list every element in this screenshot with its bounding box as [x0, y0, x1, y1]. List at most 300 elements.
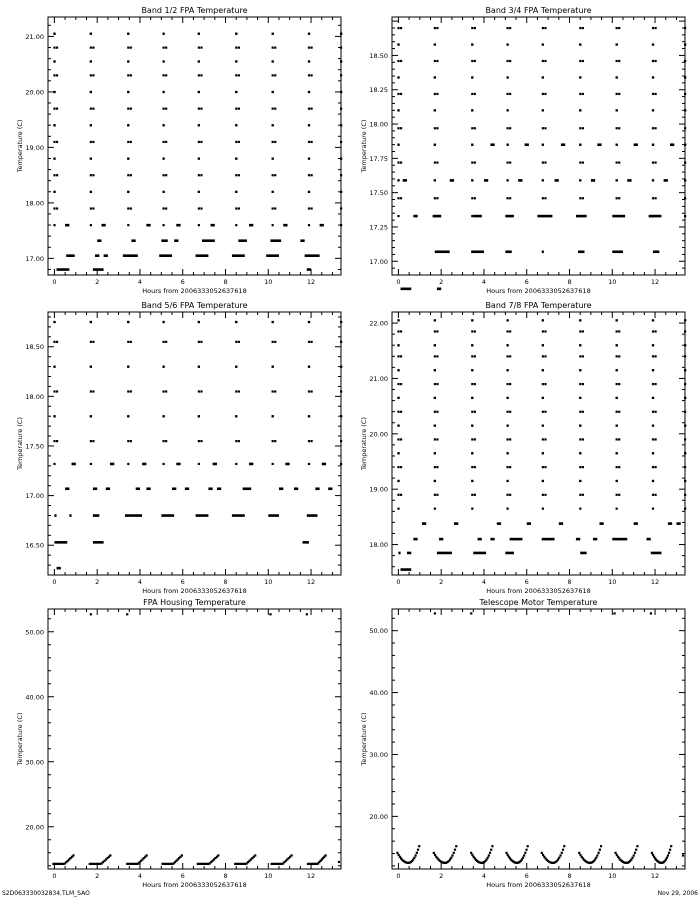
data-band [110, 463, 114, 466]
x-tick-label: 8 [567, 872, 572, 880]
x-tick-label: 12 [306, 872, 316, 880]
data-point [162, 366, 164, 368]
data-point [397, 179, 399, 181]
data-point [235, 390, 237, 392]
x-tick-label: 8 [223, 278, 228, 286]
data-point [506, 197, 508, 199]
data-point [471, 494, 473, 496]
data-point [340, 224, 342, 226]
data-point [324, 854, 326, 856]
data-point [235, 108, 237, 110]
data-point [272, 415, 274, 417]
data-point [506, 383, 508, 385]
data-point [308, 463, 310, 465]
data-point [582, 60, 584, 62]
data-point [308, 108, 310, 110]
data-point [310, 141, 312, 143]
y-axis-label: Temperature (C) [360, 712, 368, 766]
data-point [162, 415, 164, 417]
data-point [340, 174, 342, 176]
y-tick-label: 17.50 [369, 189, 388, 198]
y-tick-label: 20.00 [369, 430, 388, 439]
data-point [397, 438, 399, 440]
data-point [397, 369, 399, 371]
data-point [474, 197, 476, 199]
y-tick-label: 21.00 [369, 374, 388, 383]
data-point [92, 390, 94, 392]
data-point [238, 390, 240, 392]
data-point [471, 109, 473, 111]
data-point [306, 613, 308, 615]
data-point [235, 91, 237, 93]
data-point [682, 854, 684, 856]
y-tick-label: 50.00 [369, 627, 388, 636]
data-band [612, 215, 625, 218]
data-point [310, 174, 312, 176]
data-point [652, 383, 654, 385]
y-axis-label: Temperature (C) [16, 119, 24, 173]
x-axis-label: Hours from 2006333052637618 [142, 287, 247, 295]
data-point [684, 508, 686, 510]
data-band [249, 463, 253, 466]
data-point [235, 366, 237, 368]
data-band [196, 254, 209, 257]
data-band [413, 538, 417, 541]
data-point [436, 383, 438, 385]
data-band [527, 522, 531, 525]
data-point [272, 366, 274, 368]
data-band [249, 224, 253, 227]
data-point [92, 74, 94, 76]
data-point [238, 207, 240, 209]
data-point [56, 108, 58, 110]
data-point [616, 76, 618, 78]
data-point [652, 161, 654, 163]
data-point [310, 341, 312, 343]
data-point [616, 60, 618, 62]
x-tick-label: 4 [481, 578, 487, 586]
y-tick-label: 22.00 [369, 319, 388, 328]
data-band [497, 522, 501, 525]
data-point [162, 124, 164, 126]
data-band [172, 487, 176, 490]
data-point [471, 355, 473, 357]
data-point [506, 215, 508, 217]
data-band [159, 254, 172, 257]
data-point [434, 411, 436, 413]
y-axis-label: Temperature (C) [360, 417, 368, 470]
data-band [123, 254, 138, 257]
data-point [198, 224, 200, 226]
data-point [684, 179, 686, 181]
data-point [274, 390, 276, 392]
data-point [506, 319, 508, 321]
y-tick-label: 40.00 [369, 689, 388, 698]
data-point [90, 207, 92, 209]
data-point [272, 108, 274, 110]
data-point [90, 33, 92, 35]
data-point [415, 854, 417, 856]
x-tick-label: 0 [396, 278, 401, 286]
data-point [308, 440, 310, 442]
data-point [235, 341, 237, 343]
data-point [238, 174, 240, 176]
data-point [684, 369, 686, 371]
data-point [53, 47, 55, 49]
data-point [506, 179, 508, 181]
data-points [53, 321, 342, 570]
data-band [664, 179, 668, 182]
data-point [308, 157, 310, 159]
data-point [400, 27, 402, 29]
x-tick-label: 2 [95, 872, 100, 880]
y-tick-label: 16.50 [25, 541, 44, 550]
data-point [582, 383, 584, 385]
data-point [669, 849, 671, 851]
data-point [162, 91, 164, 93]
data-band [437, 288, 441, 291]
data-point [127, 74, 129, 76]
data-point [127, 60, 129, 62]
data-point [450, 857, 452, 859]
data-point [471, 27, 473, 29]
data-point [146, 854, 148, 856]
x-tick-label: 6 [524, 278, 529, 286]
chart-title: Telescope Motor Temperature [479, 598, 598, 607]
data-point [198, 33, 200, 35]
data-point [506, 27, 508, 29]
data-point [434, 60, 436, 62]
data-point [506, 411, 508, 413]
data-point [434, 508, 436, 510]
data-point [654, 383, 656, 385]
data-point [127, 341, 129, 343]
data-point [90, 124, 92, 126]
data-point [471, 319, 473, 321]
data-band [676, 522, 680, 525]
data-point [471, 144, 473, 146]
data-band [559, 522, 563, 525]
data-point [397, 494, 399, 496]
data-point [506, 397, 508, 399]
data-band [561, 143, 565, 146]
x-tick-label: 10 [264, 278, 273, 286]
data-point [397, 60, 399, 62]
data-point [436, 93, 438, 95]
data-band [542, 538, 555, 541]
data-point [654, 466, 656, 468]
data-point [544, 93, 546, 95]
data-point [434, 215, 436, 217]
data-point [618, 355, 620, 357]
data-point [217, 854, 219, 856]
data-point [400, 466, 402, 468]
data-point [684, 76, 686, 78]
data-point [397, 76, 399, 78]
data-point [471, 508, 473, 510]
y-tick-label: 18.00 [25, 199, 44, 208]
data-point [310, 108, 312, 110]
data-point [616, 127, 618, 129]
data-point [434, 197, 436, 199]
data-point [471, 466, 473, 468]
data-point [53, 463, 55, 465]
data-band [196, 514, 209, 517]
data-point [272, 440, 274, 442]
data-point [162, 47, 164, 49]
data-point [616, 411, 618, 413]
data-band [57, 268, 70, 271]
data-point [509, 27, 511, 29]
data-point [130, 74, 132, 76]
data-point [652, 197, 654, 199]
data-point [542, 43, 544, 45]
data-point [471, 397, 473, 399]
data-point [274, 108, 276, 110]
data-point [582, 411, 584, 413]
data-band [518, 179, 522, 182]
data-band [484, 179, 488, 182]
data-point [340, 47, 342, 49]
data-point [618, 161, 620, 163]
data-point [397, 330, 399, 332]
data-point [579, 438, 581, 440]
data-point [56, 440, 58, 442]
data-point [506, 109, 508, 111]
data-point [616, 344, 618, 346]
data-band [54, 514, 56, 517]
data-point [684, 215, 686, 217]
data-point [542, 319, 544, 321]
data-band [647, 538, 651, 541]
data-point [668, 852, 670, 854]
data-point [542, 355, 544, 357]
data-point [544, 27, 546, 29]
data-point [400, 127, 402, 129]
data-point [654, 197, 656, 199]
data-point [340, 33, 342, 35]
x-tick-label: 10 [608, 278, 617, 286]
data-point [434, 452, 436, 454]
x-tick-label: 4 [481, 278, 487, 286]
data-point [235, 415, 237, 417]
data-point [509, 411, 511, 413]
data-point [670, 845, 672, 847]
data-point [509, 60, 511, 62]
data-point [684, 330, 686, 332]
data-point [652, 93, 654, 95]
y-tick-label: 17.00 [25, 254, 44, 263]
data-point [618, 438, 620, 440]
data-point [90, 141, 92, 143]
data-point [474, 27, 476, 29]
data-point [652, 330, 654, 332]
data-point [506, 161, 508, 163]
y-tick-label: 18.50 [25, 343, 44, 352]
data-point [451, 854, 453, 856]
data-point [582, 93, 584, 95]
data-point [400, 411, 402, 413]
data-point [582, 355, 584, 357]
x-tick-label: 12 [306, 578, 316, 586]
data-point [654, 330, 656, 332]
data-point [596, 854, 598, 856]
data-point [616, 93, 618, 95]
data-point [200, 207, 202, 209]
data-point [455, 845, 457, 847]
x-tick-label: 2 [439, 578, 444, 586]
y-tick-label: 19.00 [25, 143, 44, 152]
data-point [471, 480, 473, 482]
data-point [470, 852, 472, 854]
data-point [340, 366, 342, 368]
data-band [634, 522, 638, 525]
data-point [340, 124, 342, 126]
x-tick-label: 8 [223, 872, 228, 880]
data-point [652, 369, 654, 371]
data-point [544, 161, 546, 163]
y-tick-label: 20.00 [25, 823, 44, 832]
data-point [471, 369, 473, 371]
data-point [579, 425, 581, 427]
data-point [652, 425, 654, 427]
data-point [340, 108, 342, 110]
data-point [127, 108, 129, 110]
data-points [396, 612, 684, 864]
data-point [684, 355, 686, 357]
data-point [616, 161, 618, 163]
data-point [198, 207, 200, 209]
chart-title: Band 5/6 FPA Temperature [141, 301, 248, 310]
data-point [53, 191, 55, 193]
y-tick-label: 30.00 [25, 758, 44, 767]
data-point [600, 845, 602, 847]
data-point [434, 27, 436, 29]
data-point [397, 161, 399, 163]
data-point [340, 415, 342, 417]
data-point [618, 494, 620, 496]
data-band [612, 250, 623, 253]
data-band [95, 254, 99, 257]
data-band [555, 179, 559, 182]
data-point [198, 390, 200, 392]
data-point [436, 161, 438, 163]
data-point [53, 157, 55, 159]
data-point [90, 60, 92, 62]
data-point [397, 319, 399, 321]
data-point [416, 852, 418, 854]
plot-frame [392, 609, 685, 869]
data-point [542, 109, 544, 111]
y-tick-label: 18.50 [369, 51, 388, 60]
data-point [542, 369, 544, 371]
data-point [200, 174, 202, 176]
data-point [340, 191, 342, 193]
data-point [652, 60, 654, 62]
data-point [474, 494, 476, 496]
data-point [544, 411, 546, 413]
data-point [579, 397, 581, 399]
data-point [616, 197, 618, 199]
data-point [274, 47, 276, 49]
data-band [653, 250, 659, 253]
data-point [53, 174, 55, 176]
data-point [165, 440, 167, 442]
chart-4 [360, 301, 686, 595]
data-point [652, 452, 654, 454]
data-point [56, 341, 58, 343]
data-point [506, 508, 508, 510]
data-point [634, 852, 636, 854]
data-point [308, 415, 310, 417]
data-point [509, 93, 511, 95]
y-tick-label: 17.25 [369, 223, 388, 232]
data-point [542, 330, 544, 332]
data-point [290, 854, 292, 856]
data-point [582, 127, 584, 129]
data-band [136, 487, 140, 490]
data-point [618, 383, 620, 385]
data-point [579, 344, 581, 346]
data-point [616, 383, 618, 385]
data-point [616, 43, 618, 45]
data-point [579, 411, 581, 413]
data-point [90, 224, 92, 226]
data-point [471, 215, 473, 217]
x-tick-label: 12 [306, 278, 316, 286]
data-point [162, 33, 164, 35]
data-band [176, 224, 180, 227]
data-point [400, 60, 402, 62]
data-band [505, 552, 514, 555]
data-point [666, 857, 668, 859]
data-band [578, 250, 584, 253]
data-point [474, 411, 476, 413]
data-point [162, 341, 164, 343]
data-point [53, 321, 55, 323]
data-point [310, 74, 312, 76]
data-point [340, 321, 342, 323]
data-point [474, 60, 476, 62]
data-point [109, 854, 111, 856]
data-point [90, 91, 92, 93]
data-point [579, 76, 581, 78]
data-point [506, 438, 508, 440]
data-band [238, 239, 247, 242]
data-point [308, 207, 310, 209]
data-band [576, 538, 580, 541]
data-point [509, 355, 511, 357]
chart-1 [16, 6, 342, 295]
data-point [434, 438, 436, 440]
data-point [434, 179, 436, 181]
data-point [181, 854, 183, 856]
x-tick-label: 8 [567, 278, 572, 286]
data-point [397, 397, 399, 399]
data-point [436, 27, 438, 29]
data-point [165, 207, 167, 209]
data-point [130, 390, 132, 392]
chart-6 [360, 598, 685, 889]
data-point [542, 93, 544, 95]
data-band [270, 239, 281, 242]
data-point [417, 849, 419, 851]
data-point [506, 330, 508, 332]
data-point [616, 109, 618, 111]
data-point [436, 438, 438, 440]
data-point [544, 494, 546, 496]
data-band [670, 143, 674, 146]
